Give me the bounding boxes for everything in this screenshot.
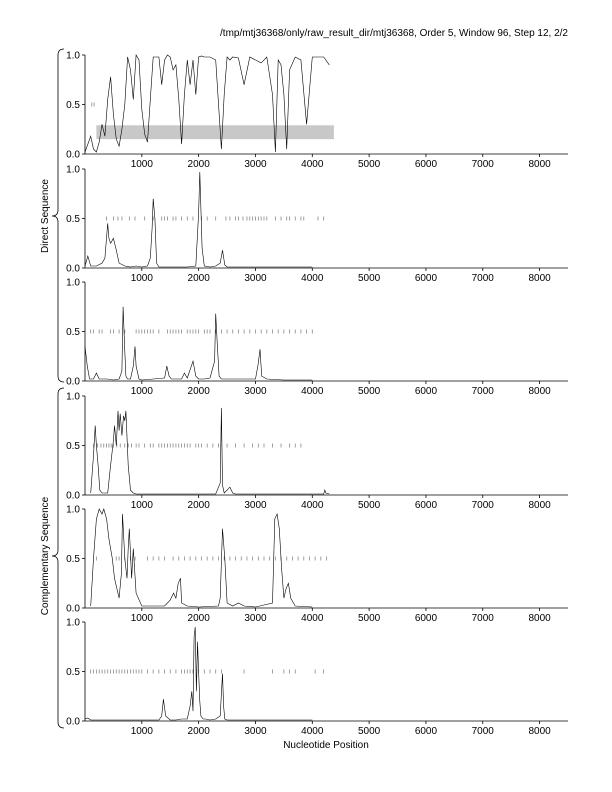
complementary-sequence-label: Complementary Sequence (40, 496, 51, 616)
x-tick-label: 6000 (414, 273, 438, 284)
y-tick-label: 0.0 (66, 716, 80, 728)
x-tick-label: 1000 (130, 159, 153, 170)
x-tick-label: 1000 (130, 613, 153, 624)
x-tick-label: 7000 (471, 500, 494, 511)
panel-direct-1 (66, 51, 568, 171)
panel-direct-2 (66, 165, 568, 285)
x-tick-label: 6000 (414, 726, 438, 737)
x-tick-label: 4000 (301, 613, 324, 624)
x-tick-label: 1000 (130, 386, 153, 397)
direct-sequence-label: Direct Sequence (40, 179, 51, 253)
panels (66, 51, 568, 738)
direct-sequence-brace (52, 49, 64, 382)
y-tick-label: 0.5 (66, 554, 80, 565)
x-tick-label: 3000 (244, 726, 267, 737)
panel-direct-3 (66, 278, 568, 398)
x-tick-label: 8000 (528, 500, 551, 511)
page-header: /tmp/mtj36368/only/raw_result_dir/mtj36368, Order 5, Window 96, Step 12, 2/2 (220, 28, 568, 39)
x-tick-label: 4000 (301, 726, 324, 737)
y-tick-label: 1.0 (66, 504, 80, 516)
y-tick-label: 1.0 (66, 617, 80, 629)
x-tick-label: 2000 (187, 613, 210, 624)
x-tick-label: 8000 (528, 159, 551, 170)
x-tick-label: 6000 (414, 159, 438, 170)
y-tick-label: 1.0 (66, 50, 80, 62)
x-tick-label: 7000 (471, 273, 494, 284)
y-tick-label: 0.5 (66, 441, 80, 452)
x-tick-label: 8000 (528, 273, 551, 284)
x-tick-label: 7000 (471, 613, 494, 624)
x-tick-label: 2000 (187, 159, 210, 170)
x-tick-label: 7000 (471, 726, 494, 737)
x-tick-label: 5000 (357, 386, 381, 397)
y-tick-label: 0.0 (66, 490, 80, 502)
x-tick-label: 4000 (301, 386, 324, 397)
highlight-band (96, 125, 334, 139)
x-tick-label: 2000 (187, 386, 210, 397)
y-tick-label: 0.5 (66, 667, 80, 678)
x-axis-title: Nucleotide Position (283, 740, 369, 751)
y-tick-label: 0.5 (66, 100, 80, 111)
x-tick-label: 3000 (244, 273, 267, 284)
x-tick-label: 4000 (301, 159, 324, 170)
x-tick-label: 8000 (528, 613, 551, 624)
x-tick-label: 1000 (130, 500, 153, 511)
x-tick-label: 3000 (244, 386, 267, 397)
y-tick-label: 0.0 (66, 149, 80, 161)
complementary-sequence-brace (52, 388, 64, 728)
x-tick-label: 5000 (357, 613, 381, 624)
x-tick-label: 5000 (357, 273, 381, 284)
x-tick-label: 7000 (471, 386, 494, 397)
panel-complementary-1 (66, 392, 568, 512)
x-tick-label: 3000 (244, 159, 267, 170)
x-tick-label: 1000 (130, 273, 153, 284)
x-tick-label: 5000 (357, 726, 381, 737)
x-tick-label: 7000 (471, 159, 494, 170)
y-tick-label: 0.0 (66, 376, 80, 388)
y-tick-label: 1.0 (66, 164, 80, 176)
x-tick-label: 6000 (414, 500, 438, 511)
x-tick-label: 2000 (187, 500, 210, 511)
x-tick-label: 3000 (244, 613, 267, 624)
series-line (85, 307, 312, 380)
x-tick-label: 4000 (301, 273, 324, 284)
y-tick-label: 1.0 (66, 391, 80, 403)
y-tick-label: 0.0 (66, 263, 80, 275)
x-tick-label: 1000 (130, 726, 153, 737)
x-tick-label: 6000 (414, 386, 438, 397)
x-tick-label: 5000 (357, 159, 381, 170)
x-tick-label: 5000 (357, 500, 381, 511)
x-tick-label: 2000 (187, 726, 210, 737)
series-line (91, 408, 330, 494)
x-tick-label: 6000 (414, 613, 438, 624)
y-tick-label: 0.5 (66, 214, 80, 225)
y-tick-label: 0.5 (66, 327, 80, 338)
x-tick-label: 3000 (244, 500, 267, 511)
x-tick-label: 2000 (187, 273, 210, 284)
x-tick-label: 8000 (528, 386, 551, 397)
x-tick-label: 8000 (528, 726, 551, 737)
series-line (85, 172, 312, 267)
panel-complementary-2 (66, 505, 568, 625)
panel-complementary-3 (66, 618, 568, 738)
y-tick-label: 1.0 (66, 277, 80, 289)
y-tick-label: 0.0 (66, 603, 80, 615)
x-tick-label: 4000 (301, 500, 324, 511)
